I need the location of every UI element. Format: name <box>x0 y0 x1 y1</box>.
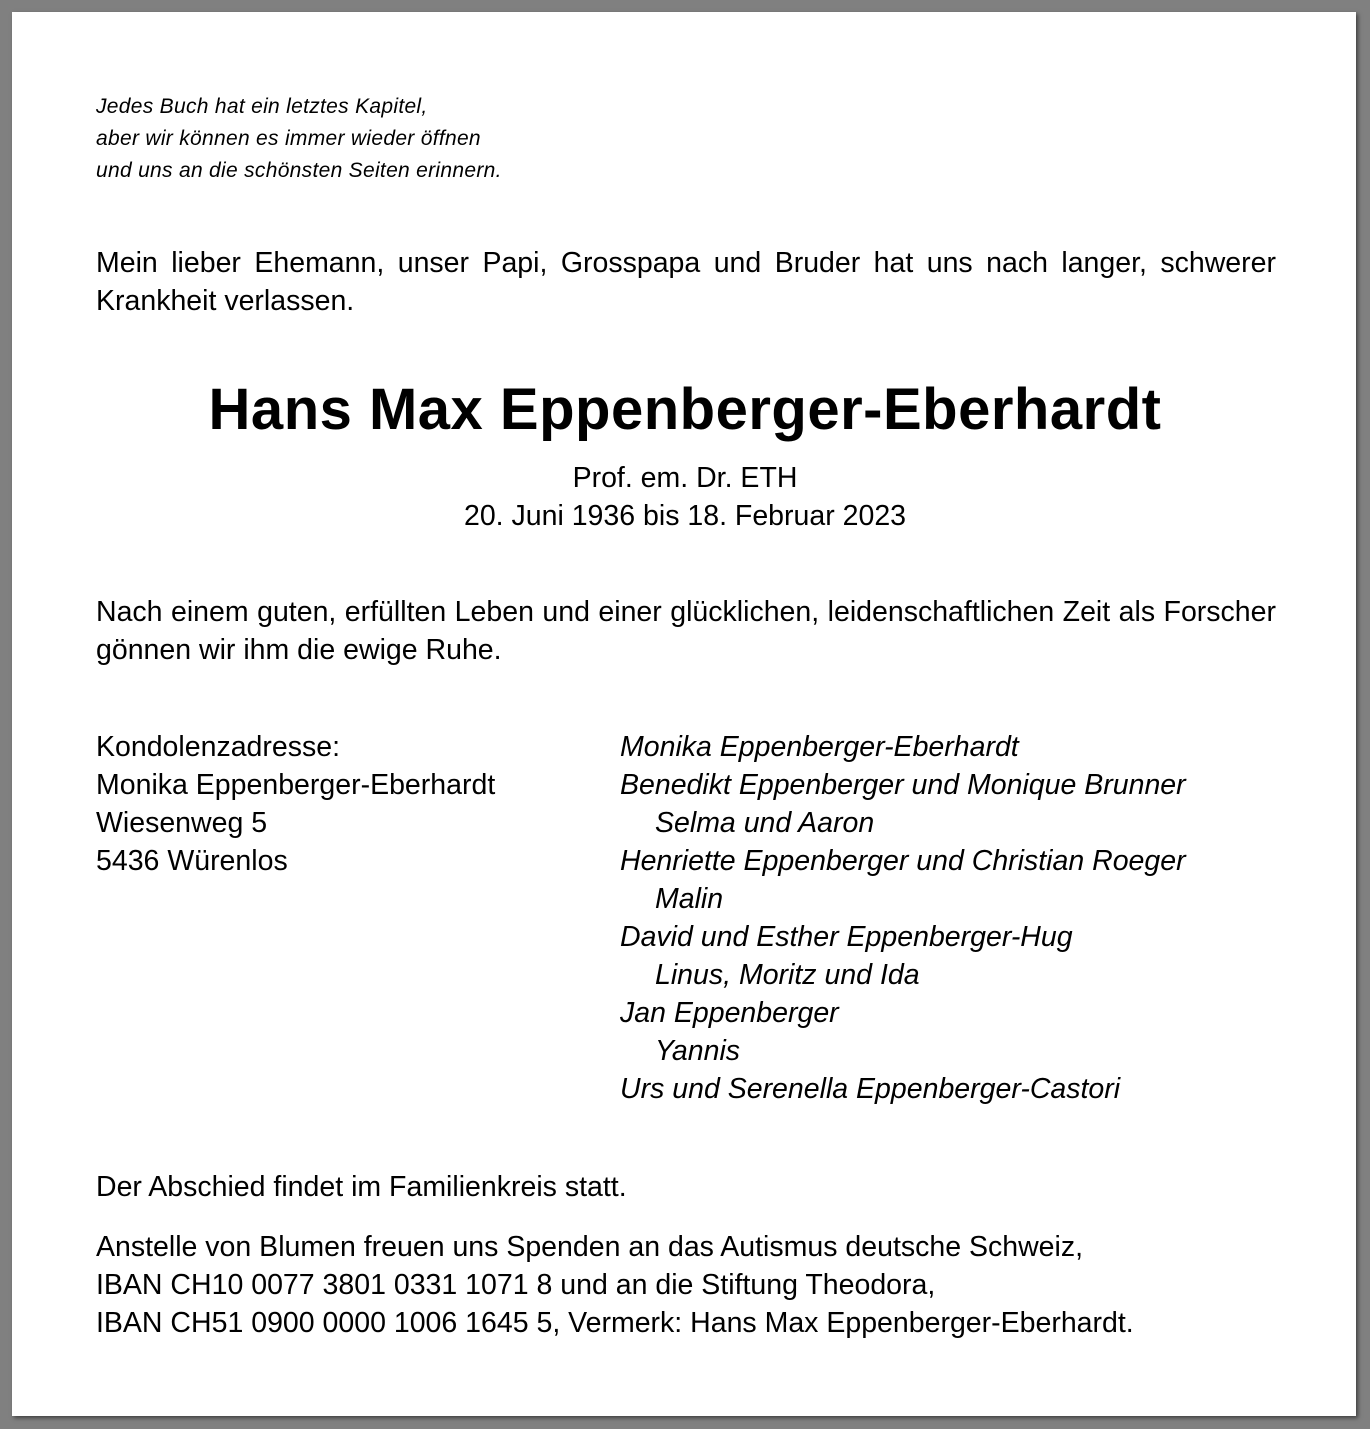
motto-line: aber wir können es immer wieder öffnen <box>96 127 481 150</box>
condolence-address <box>96 728 495 880</box>
family-member-child: Selma und Aaron <box>655 807 875 839</box>
donation-note <box>96 1228 1134 1342</box>
deceased-details <box>0 459 1370 535</box>
motto-line: und uns an die schönsten Seiten erinnern. <box>96 159 502 182</box>
family-member-child: Linus, Moritz und Ida <box>655 959 920 991</box>
life-dates: 20. Juni 1936 bis 18. Februar 2023 <box>463 500 907 532</box>
intro-paragraph: Mein lieber Ehemann, unser Papi, Grosspapa und Bruder hat uns nach langer, schwerer Krankheit verlassen. <box>96 247 1276 317</box>
closing-paragraph: Nach einem guten, erfüllten Leben und einer glücklichen, leidenschaftlichen Zeit als Forscher gönnen wir ihm die ewige Ruhe. <box>96 596 1276 666</box>
family-member: Henriette Eppenberger und Christian Roeger <box>620 845 1186 877</box>
donation-line: Anstelle von Blumen freuen uns Spenden an das Autismus deutsche Schweiz, <box>96 1231 1084 1263</box>
motto-quote <box>96 91 502 187</box>
family-member: Urs und Serenella Eppenberger-Castori <box>620 1073 1121 1105</box>
deceased-name: Hans Max Eppenberger-Eberhardt <box>208 377 1162 442</box>
family-member: Jan Eppenberger <box>620 997 839 1029</box>
donation-line: IBAN CH10 0077 3801 0331 1071 8 und an die Stiftung Theodora, <box>96 1269 936 1301</box>
donation-line: IBAN CH51 0900 0000 1006 1645 5, Vermerk: Hans Max Eppenberger-Eberhardt. <box>96 1307 1134 1339</box>
address-city: 5436 Würenlos <box>96 845 288 877</box>
family-member: Benedikt Eppenberger und Monique Brunner <box>620 769 1186 801</box>
family-member: Monika Eppenberger-Eberhardt <box>620 731 1019 763</box>
address-label: Kondolenzadresse: <box>96 731 341 763</box>
family-list <box>620 728 1186 1108</box>
motto-line: Jedes Buch hat ein letztes Kapitel, <box>96 95 428 118</box>
farewell-note: Der Abschied findet im Familienkreis statt. <box>96 1171 627 1203</box>
family-member-child: Malin <box>655 883 724 915</box>
deceased-title: Prof. em. Dr. ETH <box>572 462 798 494</box>
address-street: Wiesenweg 5 <box>96 807 268 839</box>
address-name: Monika Eppenberger-Eberhardt <box>96 769 496 801</box>
family-member: David und Esther Eppenberger-Hug <box>620 921 1073 953</box>
family-member-child: Yannis <box>655 1035 741 1067</box>
